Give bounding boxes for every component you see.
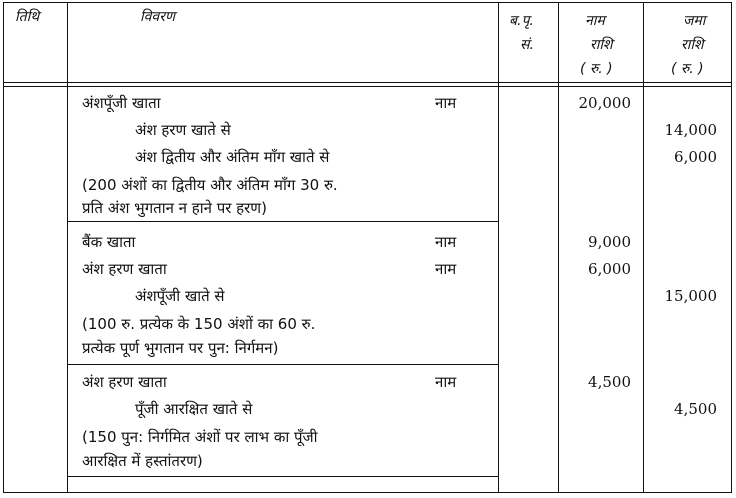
entry-separator-2 bbox=[67, 364, 499, 365]
header-debit-line2: राशि bbox=[590, 37, 613, 53]
entry-1-line-3-text: अंश द्वितीय और अंतिम माँग खाते से bbox=[135, 148, 330, 166]
entry-separator-3 bbox=[67, 476, 499, 477]
header-credit-line2: राशि bbox=[681, 37, 704, 53]
entry-3-line-2-text: पूँजी आरक्षित खाते से bbox=[135, 400, 253, 418]
header-bottom-rule-1 bbox=[3, 82, 732, 83]
entry-1-line-1-text: अंशपूँजी खाता bbox=[82, 94, 161, 112]
entry-separator-1 bbox=[67, 221, 499, 222]
entry-3-line-2-credit: 4,500 bbox=[674, 400, 717, 418]
entry-2-line-5-text: प्रत्येक पूर्ण भुगतान पर पुन: निर्गमन) bbox=[82, 339, 279, 357]
entry-3-line-3-text: (150 पुन: निर्गमित अंशों पर लाभ का पूँजी bbox=[82, 428, 318, 446]
header-folio-line1: ब.पृ. bbox=[509, 13, 534, 29]
table-right-border bbox=[731, 2, 732, 493]
entry-3-line-1-dr: नाम bbox=[435, 373, 457, 391]
table-bottom-border bbox=[3, 492, 732, 493]
header-particulars: विवरण bbox=[140, 9, 176, 25]
entry-1-line-1-debit: 20,000 bbox=[578, 94, 631, 112]
entry-2-line-1-text: बैंक खाता bbox=[82, 233, 136, 251]
header-debit-line3: ( रु. ) bbox=[580, 61, 613, 77]
journal-table bbox=[3, 2, 732, 493]
entry-2-line-2-text: अंश हरण खाता bbox=[82, 260, 167, 278]
header-credit-line1: जमा bbox=[683, 13, 706, 29]
entry-2-line-4-text: (100 रु. प्रत्येक के 150 अंशों का 60 रु. bbox=[82, 315, 316, 333]
entry-2-line-3-text: अंशपूँजी खाते से bbox=[135, 287, 225, 305]
col-divider-debit bbox=[643, 2, 644, 493]
header-debit-line1: नाम bbox=[585, 13, 605, 29]
header-date: तिथि bbox=[15, 9, 40, 25]
entry-2-line-3-credit: 15,000 bbox=[664, 287, 717, 305]
table-left-border bbox=[3, 2, 4, 493]
col-divider-folio bbox=[558, 2, 559, 493]
entry-3-line-1-debit: 4,500 bbox=[588, 373, 631, 391]
entry-2-line-1-debit: 9,000 bbox=[588, 233, 631, 251]
header-bottom-rule-2 bbox=[3, 86, 732, 87]
header-credit-line3: ( रु. ) bbox=[671, 61, 704, 77]
entry-3-line-4-text: आरक्षित में हस्तांतरण) bbox=[82, 452, 203, 470]
entry-1-line-2-text: अंश हरण खाते से bbox=[135, 121, 231, 139]
entry-1-line-5-text: प्रति अंश भुगतान न हाने पर हरण) bbox=[82, 199, 267, 217]
entry-1-line-2-credit: 14,000 bbox=[664, 121, 717, 139]
entry-2-line-2-dr: नाम bbox=[435, 260, 457, 278]
col-divider-particulars bbox=[498, 2, 499, 493]
entry-1-line-4-text: (200 अंशों का द्वितीय और अंतिम माँग 30 रु. bbox=[82, 176, 338, 194]
entry-1-line-1-dr: नाम bbox=[435, 94, 457, 112]
col-divider-date bbox=[67, 2, 68, 493]
table-top-border bbox=[3, 2, 732, 3]
entry-1-line-3-credit: 6,000 bbox=[674, 148, 717, 166]
header-folio-line2: सं. bbox=[520, 37, 534, 53]
entry-2-line-2-debit: 6,000 bbox=[588, 260, 631, 278]
entry-3-line-1-text: अंश हरण खाता bbox=[82, 373, 167, 391]
entry-2-line-1-dr: नाम bbox=[435, 233, 457, 251]
